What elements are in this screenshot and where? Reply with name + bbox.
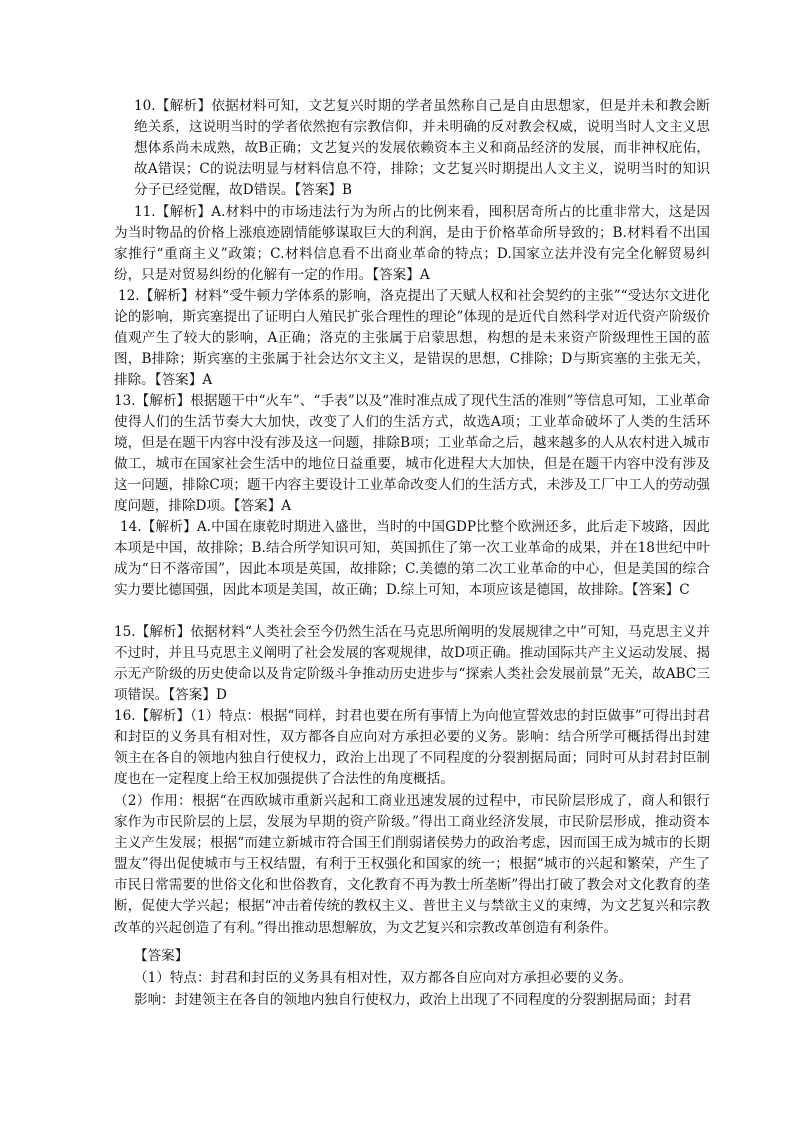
paragraph-q13: 13.【解析】根据题干中“火车”、“手表”以及“准时准点成了现代生活的准则”等信息可知，工业革命使得人们的生活节奏大大加快，改变了人们的生活方式，故选A项；工业革命破坏了人类的生活环境，但是在题干内容中没有涉及这一问题，排除B项；工业革命之后，越来越多的人从农村进入城市做工，城市在国家社会生活中的地位日益重要，城市化进程大大加快，但是在题干内容中没有涉及这一问题，排除C项；题干内容主要设计工业革命改变人们的生活方式，未涉及工厂中工人的劳动强度问题，排除D项。【答案】A [114,393,710,515]
answer-impact: 影响：封建领主在各自的领地内独自行使权力，政治上出现了不同程度的分裂割据局面；封君 [134,992,692,1008]
paragraph-q11: 11.【解析】A.材料中的市场违法行为为所占的比例来看，囤积居奇所占的比重非常大，这是因为当时物品的价格上涨痕迹剧情能够谋取巨大的利润，是由于价格革命所导致的；B.材料看不出国家推行“重商主义”政策；C.材料信息看不出商业革命的特点；D.国家立法并没有完全化解贸易纠纷，只是对贸易纠纷的化解有一定的作用。【答案】A [114,204,710,284]
paragraph-q14: 14.【解析】A.中国在康乾时期进入盛世，当时的中国GDP比整个欧洲还多，此后走下坡路，因此本项是中国，故排除；B.结合所学知识可知，英国抓住了第一次工业革命的成果，并在18世纪中叶成为“日不落帝国”，因此本项是英国，故排除；C.美德的第二次工业革命的中心，但是美国的综合实力要比德国强，因此本项是美国，故正确；D.综上可知，本项应该是德国，故排除。【答案】C [114,519,710,599]
paragraph-q16-part2: （2）作用：根据“在西欧城市重新兴起和工商业迅速发展的过程中，市民阶层形成了，商人和银行家作为市民阶层的上层，发展为早期的资产阶级。”得出工商业经济发展，市民阶层形成，推动资本主义产生发展；根据“而建立新城市符合国王们削弱诸侯势力的政治考虑，因而国王成为城市的长期盟友”得出促使城市与王权结盟，有利于王权强化和国家的统一；根据“城市的兴起和繁荣，产生了市民日常需要的世俗文化和世俗教育，文化教育不再为教士所垄断”得出打破了教会对文化教育的垄断，促使大学兴起；根据“冲击着传统的教权主义、普世主义与禁欲主义的束缚，为文艺复兴和宗教改革的兴起创造了有利。”得出推动思想解放，为文艺复兴和宗教改革创造有利条件。 [114,793,710,936]
paragraph-q10: 10.【解析】依据材料可知，文艺复兴时期的学者虽然称自己是自由思想家，但是并未和教会断绝关系，这说明当时的学者依然抱有宗教信仰，并未明确的反对教会权威，说明当时人文主义思想体系尚未成熟，故B正确；文艺复兴的发展依赖资本主义和商品经济的发展，而非神权庇佑，故A错误；C的说法明显与材料信息不符，排除；文艺复兴时期提出人文主义，说明当时的知识分子已经觉醒，故D错误。【答案】B [134,98,710,199]
paragraph-q15: 15.【解析】依据材料“人类社会至今仍然生活在马克思所阐明的发展规律之中”可知，马克思主义并不过时，并且马克思主义阐明了社会发展的客观规律，故D项正确。推动国际共产主义运动发展、揭示无产阶级的历史使命以及肯定阶级斗争推动历史进步与“探索人类社会发展前景”无关，故ABC三项错误。【答案】D [114,624,710,704]
answer-heading: 【答案】 [134,948,189,964]
paragraph-q16-part1: 16.【解析】（1）特点：根据“同样，封君也要在所有事情上为向他宣誓效忠的封臣做事”可得出封君和封臣的义务具有相对性，双方都各自应向对方承担必要的义务。影响：结合所学可概括得出封建领主在各自的领地内独自行使权力，政治上出现了不同程度的分裂割据局面；同时可从封君封臣制度也在一定程度上给王权加强提供了合法性的角度概括。 [114,708,710,788]
paragraph-q12: 12.【解析】材料“受牛顿力学体系的影响，洛克提出了天赋人权和社会契约的主张”“受达尔文进化论的影响，斯宾塞提出了证明白人殖民扩张合理性的理论”体现的是近代自然科学对近代资产阶级价值观产生了较大的影响，A正确；洛克的主张属于启蒙思想，构想的是未来资产阶级理性王国的蓝图，B排除；斯宾塞的主张属于社会达尔文主义，是错误的思想，C排除；D与斯宾塞的主张无关，排除。【答案】A [114,288,710,389]
answer-part1: （1）特点：封君和封臣的义务具有相对性，双方都各自应向对方承担必要的义务。 [134,970,633,986]
